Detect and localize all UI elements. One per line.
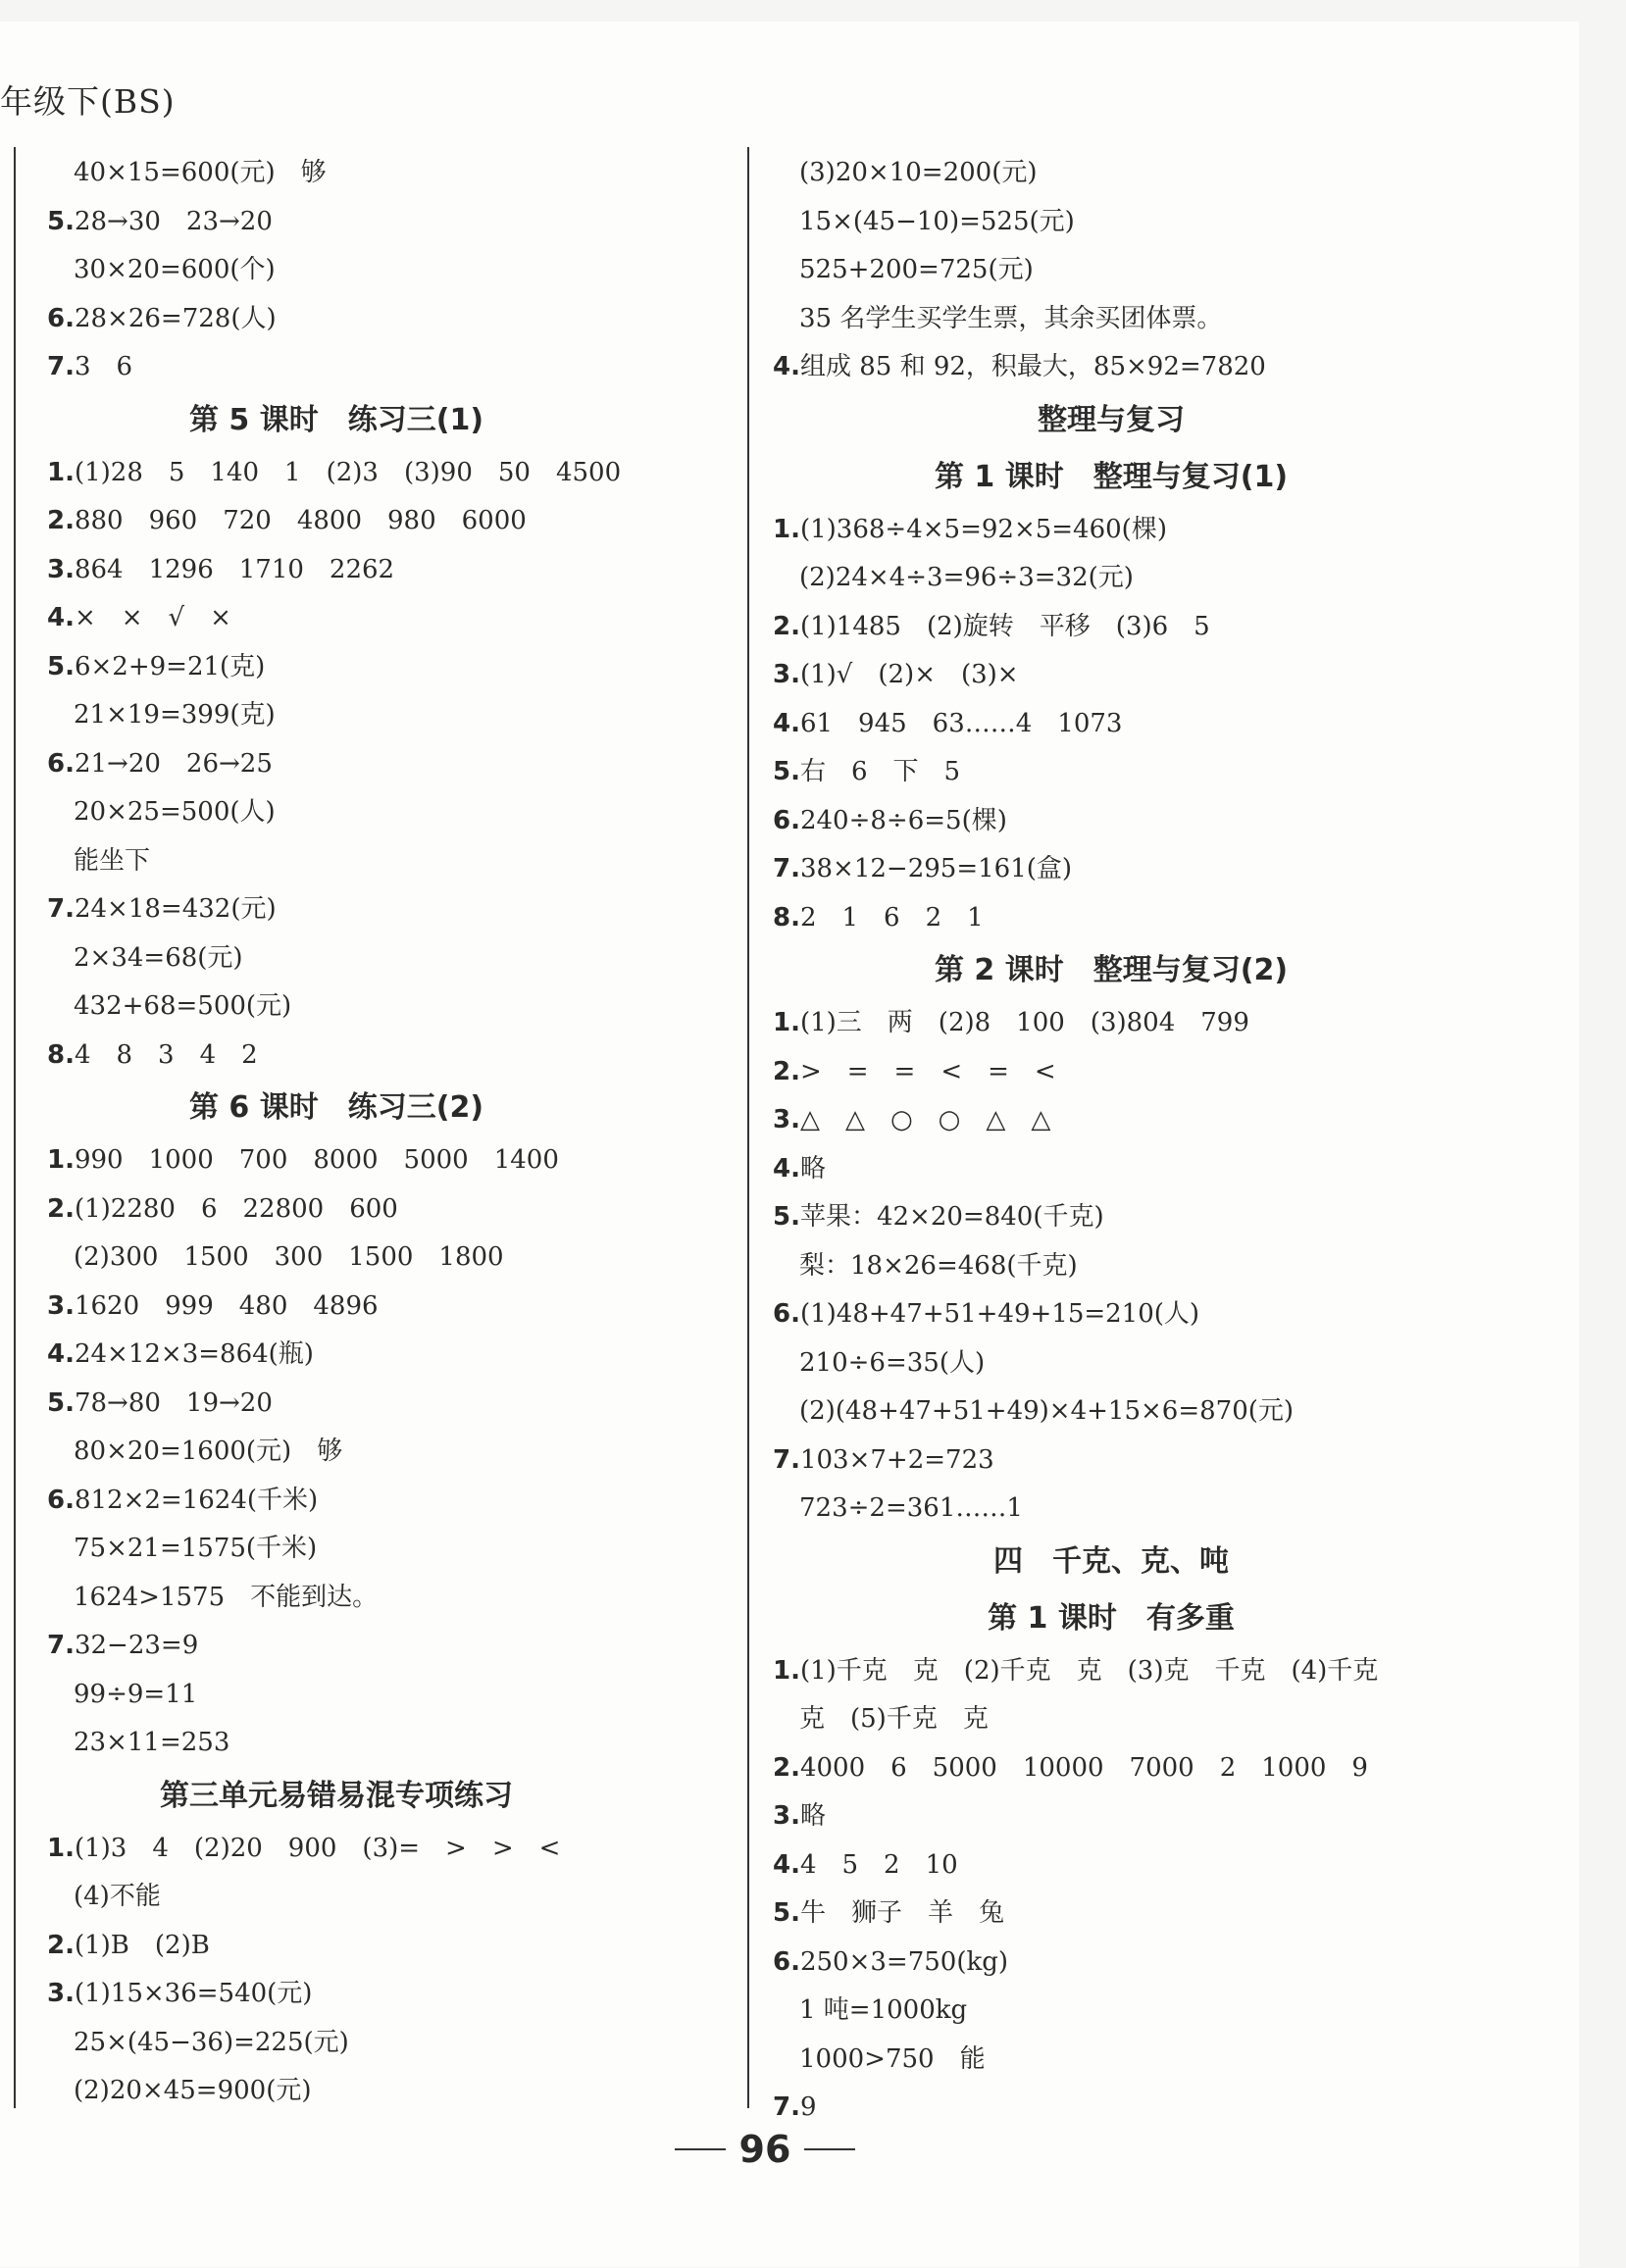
- question-number: 7.: [47, 894, 75, 924]
- answer-text: 2×34=68(元): [74, 942, 243, 973]
- answer-text: 990 1000 700 8000 5000 1400: [74, 1145, 559, 1175]
- question-number: 5.: [773, 1202, 800, 1232]
- question-number: 3.: [47, 1290, 75, 1321]
- question-number: 6.: [773, 1946, 800, 1977]
- answer-line: [773, 1841, 1557, 1890]
- question-number: 5.: [773, 757, 800, 786]
- answer-line: [47, 983, 734, 1032]
- question-number: 4.: [773, 1849, 800, 1880]
- answer-text: 略: [799, 1801, 826, 1831]
- answer-line: [47, 2019, 734, 2068]
- answer-text: 1 吨=1000kg: [799, 1995, 968, 2025]
- column-divider: [747, 147, 749, 2108]
- question-number: 2.: [773, 1056, 800, 1086]
- answer-line: [773, 894, 1557, 943]
- answer-line: [773, 603, 1557, 652]
- answer-line: [47, 1136, 734, 1185]
- answer-text: 61 945 63……4 1073: [799, 708, 1123, 738]
- question-number: 7.: [773, 854, 800, 883]
- question-number: 7.: [773, 1444, 800, 1475]
- answer-line: [773, 149, 1557, 198]
- question-number: 1.: [47, 457, 75, 487]
- answer-text: 432+68=500(元): [74, 991, 292, 1021]
- answer-text: 35 名学生买学生票，其余买团体票。: [799, 303, 1223, 333]
- answer-line: [773, 1145, 1557, 1194]
- answer-text: 525+200=725(元): [799, 255, 1034, 284]
- answer-line: [47, 1032, 734, 1081]
- answer-text: 723÷2=361……1: [799, 1493, 1023, 1523]
- answer-text: (1)48+47+51+49+15=210(人): [799, 1299, 1200, 1329]
- answer-line: [47, 691, 734, 740]
- question-number: 1.: [47, 1145, 75, 1175]
- answer-line: [47, 740, 734, 789]
- question-number: 3.: [773, 1105, 800, 1134]
- answer-text: (1)28 5 140 1 (2)3 (3)90 50 4500: [74, 457, 622, 487]
- answer-text: 880 960 720 4800 980 6000: [74, 506, 527, 535]
- question-number: 6.: [773, 805, 800, 835]
- answer-line: [773, 1290, 1557, 1339]
- answer-line: [47, 1671, 734, 1720]
- answer-line: [47, 1331, 734, 1380]
- answer-text: 1000>750 能: [799, 2043, 986, 2074]
- page-header: 年级下(BS): [0, 82, 176, 121]
- answer-line: [773, 1387, 1557, 1436]
- answer-text: (1)三 两 (2)8 100 (3)804 799: [799, 1008, 1249, 1037]
- question-number: 4.: [773, 352, 800, 381]
- answer-line: [773, 1987, 1557, 2036]
- answer-text: 240÷8÷6=5(棵): [799, 805, 1007, 835]
- question-number: 1.: [773, 1655, 800, 1686]
- answer-text: 23×11=253: [74, 1728, 230, 1757]
- answer-text: 38×12−295=161(盒): [799, 854, 1073, 883]
- question-number: 5.: [47, 651, 75, 681]
- question-number: 8.: [773, 902, 800, 932]
- answer-text: 30×20=600(个): [74, 255, 276, 284]
- question-number: 4.: [773, 1153, 800, 1184]
- answer-text: (3)20×10=200(元): [799, 158, 1038, 187]
- question-number: 6.: [773, 1299, 800, 1329]
- answer-line: [47, 1477, 734, 1526]
- answer-text: 812×2=1624(千米): [74, 1485, 319, 1515]
- answer-text: 20×25=500(人): [74, 797, 276, 827]
- answer-line: [47, 2067, 734, 2116]
- question-number: 4.: [773, 708, 800, 738]
- question-number: 7.: [773, 2092, 800, 2122]
- answer-line: [47, 1922, 734, 1971]
- answer-line: [47, 1428, 734, 1477]
- question-number: 3.: [773, 660, 800, 689]
- answer-text: 组成 85 和 92，积最大，85×92=7820: [799, 352, 1266, 381]
- page-number: 96: [738, 2128, 791, 2171]
- question-number: 7.: [47, 1631, 75, 1660]
- question-number: 3.: [47, 554, 75, 584]
- answer-line: [47, 343, 734, 392]
- section-heading: 第 5 课时 练习三(1): [188, 402, 484, 437]
- answer-line: [47, 449, 734, 498]
- question-number: 7.: [47, 352, 75, 381]
- answer-text: 右 6 下 5: [799, 757, 961, 786]
- answer-line: [773, 1242, 1557, 1291]
- question-number: 2.: [773, 611, 800, 641]
- answer-text: 40×15=600(元) 够: [74, 158, 327, 187]
- answer-line: [773, 554, 1557, 603]
- answer-text: 75×21=1575(千米): [74, 1534, 318, 1563]
- answer-line: [47, 885, 734, 934]
- section-heading: 第 1 课时 有多重: [988, 1600, 1235, 1636]
- section-heading: 四 千克、克、吨: [993, 1543, 1229, 1579]
- answer-line: [47, 643, 734, 692]
- left-margin-rule: [14, 147, 16, 2108]
- right-column: [773, 149, 1557, 2133]
- question-number: 4.: [47, 1339, 75, 1369]
- question-number: 2.: [47, 1193, 75, 1224]
- page-footer: [0, 2128, 1530, 2171]
- answer-text: × × √ ×: [74, 603, 231, 632]
- answer-line: [773, 1436, 1557, 1486]
- section-heading: 第 1 课时 整理与复习(1): [934, 459, 1289, 494]
- question-number: 1.: [47, 1833, 75, 1863]
- answer-line: [47, 497, 734, 546]
- answer-text: 32−23=9: [74, 1631, 199, 1660]
- question-number: 8.: [47, 1039, 75, 1070]
- answer-line: [773, 2084, 1557, 2133]
- answer-text: 21×19=399(克): [74, 700, 276, 730]
- left-column: [47, 149, 734, 2116]
- answer-text: 15×(45−10)=525(元): [799, 206, 1075, 236]
- answer-line: [47, 1873, 734, 1922]
- answer-line: [47, 1622, 734, 1671]
- section-heading: 第 6 课时 练习三(2): [188, 1090, 484, 1125]
- question-number: 1.: [773, 1008, 800, 1037]
- answer-text: (1)√ (2)× (3)×: [799, 660, 1019, 689]
- answer-line: [47, 1970, 734, 2019]
- answer-line: [47, 1234, 734, 1283]
- answer-text: 21→20 26→25: [74, 748, 273, 779]
- question-number: 2.: [773, 1752, 800, 1783]
- answer-text: > = = < = <: [799, 1056, 1056, 1086]
- footer-dash-right: [804, 2148, 855, 2150]
- question-number: 2.: [47, 1930, 75, 1960]
- answer-text: 牛 狮子 羊 兔: [799, 1898, 1004, 1928]
- question-number: 1.: [773, 514, 800, 544]
- answer-line: [773, 700, 1557, 749]
- answer-line: [773, 246, 1557, 295]
- answer-text: 250×3=750(kg): [799, 1946, 1009, 1977]
- question-number: 6.: [47, 303, 75, 333]
- answer-line: [773, 1096, 1557, 1145]
- answer-line: [773, 651, 1557, 700]
- answer-text: 24×12×3=864(瓶): [74, 1339, 314, 1369]
- answer-line: [47, 1283, 734, 1332]
- answer-text: 克 (5)千克 克: [799, 1704, 989, 1734]
- answer-text: 3 6: [74, 352, 133, 381]
- answer-line: [773, 295, 1557, 344]
- answer-text: 9: [799, 2092, 817, 2122]
- answer-text: 4 8 3 4 2: [74, 1039, 258, 1070]
- answer-text: (1)1485 (2)旋转 平移 (3)6 5: [799, 611, 1210, 641]
- question-number: 3.: [47, 1979, 75, 2008]
- answer-line: [773, 797, 1557, 846]
- answer-line: [773, 1744, 1557, 1793]
- answer-line: [47, 1185, 734, 1235]
- answer-line: [773, 1339, 1557, 1388]
- answer-text: 24×18=432(元): [74, 894, 277, 924]
- answer-text: 78→80 19→20: [74, 1387, 273, 1418]
- section-heading: 整理与复习: [1038, 402, 1185, 437]
- answer-text: 梨：18×26=468(千克): [799, 1250, 1078, 1281]
- answer-line: [47, 246, 734, 295]
- question-number: 6.: [47, 748, 75, 779]
- answer-text: (4)不能: [74, 1882, 161, 1911]
- section-heading: 第 2 课时 整理与复习(2): [934, 953, 1289, 987]
- question-number: 2.: [47, 506, 75, 535]
- question-number: 3.: [773, 1801, 800, 1831]
- question-number: 5.: [47, 1387, 75, 1418]
- answer-text: (1)15×36=540(元): [74, 1979, 313, 2008]
- answer-text: (1)3 4 (2)20 900 (3)= > > <: [74, 1833, 561, 1863]
- question-number: 5.: [47, 206, 75, 236]
- answer-text: 210÷6=35(人): [799, 1347, 986, 1378]
- answer-line: [47, 594, 734, 643]
- answer-line: [773, 1485, 1557, 1534]
- answer-text: 80×20=1600(元) 够: [74, 1436, 343, 1466]
- answer-text: 28→30 23→20: [74, 206, 273, 236]
- answer-text: 6×2+9=21(克): [74, 651, 266, 681]
- answer-line: [47, 1525, 734, 1574]
- answer-line: [47, 546, 734, 595]
- answer-line: [47, 1825, 734, 1874]
- answer-text: (2)(48+47+51+49)×4+15×6=870(元): [799, 1396, 1295, 1426]
- answer-text: (1)2280 6 22800 600: [74, 1193, 398, 1224]
- answer-text: 略: [799, 1153, 826, 1184]
- answer-text: (2)24×4÷3=96÷3=32(元): [799, 563, 1134, 592]
- answer-line: [773, 2036, 1557, 2085]
- answer-line: [773, 1939, 1557, 1988]
- answer-text: 能坐下: [74, 845, 151, 876]
- answer-line: [773, 1048, 1557, 1097]
- answer-line: [47, 1380, 734, 1429]
- answer-text: (1)千克 克 (2)千克 克 (3)克 千克 (4)千克: [799, 1655, 1379, 1686]
- answer-line: [773, 1695, 1557, 1744]
- answer-line: [773, 506, 1557, 555]
- answer-line: [773, 1647, 1557, 1696]
- answer-text: 864 1296 1710 2262: [74, 554, 395, 584]
- question-number: 6.: [47, 1485, 75, 1515]
- answer-line: [47, 1574, 734, 1623]
- answer-line: [47, 198, 734, 247]
- answer-line: [773, 748, 1557, 797]
- answer-text: 苹果：42×20=840(千克): [799, 1202, 1104, 1232]
- answer-line: [47, 788, 734, 837]
- answer-text: (2)20×45=900(元): [74, 2076, 312, 2105]
- answer-text: 28×26=728(人): [74, 303, 277, 333]
- answer-text: 25×(45−36)=225(元): [74, 2027, 349, 2057]
- question-number: 4.: [47, 603, 75, 632]
- footer-dash-left: [675, 2148, 726, 2150]
- answer-line: [773, 845, 1557, 894]
- answer-line: [47, 295, 734, 344]
- answer-text: (1)368÷4×5=92×5=460(棵): [799, 514, 1167, 544]
- answer-line: [773, 343, 1557, 392]
- answer-line: [47, 149, 734, 198]
- section-heading: 第三单元易错易混专项练习: [160, 1778, 513, 1813]
- answer-text: (1)B (2)B: [74, 1930, 210, 1960]
- question-number: 5.: [773, 1898, 800, 1928]
- answer-text: 4 5 2 10: [799, 1849, 958, 1880]
- answer-line: [773, 1792, 1557, 1841]
- answer-text: (2)300 1500 300 1500 1800: [74, 1242, 504, 1272]
- answer-line: [47, 1719, 734, 1768]
- answer-text: 99÷9=11: [74, 1679, 198, 1709]
- answer-line: [773, 1890, 1557, 1939]
- answer-line: [773, 999, 1557, 1048]
- answer-line: [47, 934, 734, 983]
- answer-text: 4000 6 5000 10000 7000 2 1000 9: [799, 1752, 1368, 1783]
- answer-line: [773, 1193, 1557, 1242]
- answer-line: [47, 837, 734, 886]
- answer-text: 103×7+2=723: [799, 1444, 994, 1475]
- answer-line: [773, 198, 1557, 247]
- answer-text: 2 1 6 2 1: [799, 902, 984, 932]
- answer-text: 1620 999 480 4896: [74, 1290, 379, 1321]
- answer-text: △ △ ○ ○ △ △: [799, 1105, 1051, 1134]
- answer-text: 1624>1575 不能到达。: [74, 1582, 379, 1612]
